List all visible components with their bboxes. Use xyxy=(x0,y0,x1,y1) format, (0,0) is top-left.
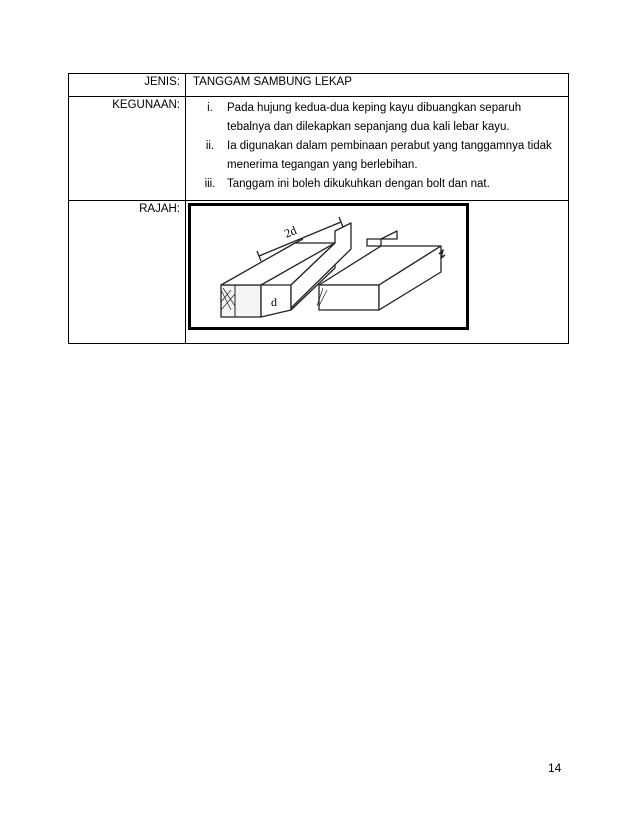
row-jenis xyxy=(69,74,569,97)
list-item-text: Tanggam ini boleh dikukuhkan dengan bolt dan nat. xyxy=(227,178,490,190)
kegunaan-label: KEGUNAAN: xyxy=(69,97,186,201)
kegunaan-value xyxy=(186,97,569,201)
list-item xyxy=(193,137,568,175)
row-rajah xyxy=(69,201,569,344)
uses-list xyxy=(193,99,568,194)
list-item-text: Pada hujung kedua-dua keping kayu dibuangkan separuh tebalnya dan dilekapkan sepanjang dua kali lebar kayu. xyxy=(227,102,522,133)
page-number: 14 xyxy=(548,761,562,775)
dimension-2d-label: 2d xyxy=(282,223,299,241)
joint-diagram-frame xyxy=(188,203,469,330)
list-item xyxy=(193,175,568,194)
row-kegunaan xyxy=(69,97,569,201)
list-item-text: Ia digunakan dalam pembinaan perabut yang tanggamnya tidak menerima tegangan yang berlebihan. xyxy=(227,140,552,171)
lap-joint-diagram xyxy=(191,206,466,327)
list-item-number: i. xyxy=(207,102,213,114)
dimension-d-label: d xyxy=(271,295,277,309)
list-item-number: iii. xyxy=(204,178,216,190)
jenis-label: JENIS: xyxy=(69,74,186,97)
rajah-label: RAJAH: xyxy=(69,201,186,344)
jenis-value: TANGGAM SAMBUNG LEKAP xyxy=(186,74,569,97)
list-item-number: ii. xyxy=(205,140,215,152)
info-table xyxy=(68,73,569,344)
rajah-value xyxy=(186,201,569,344)
list-item xyxy=(193,99,568,137)
